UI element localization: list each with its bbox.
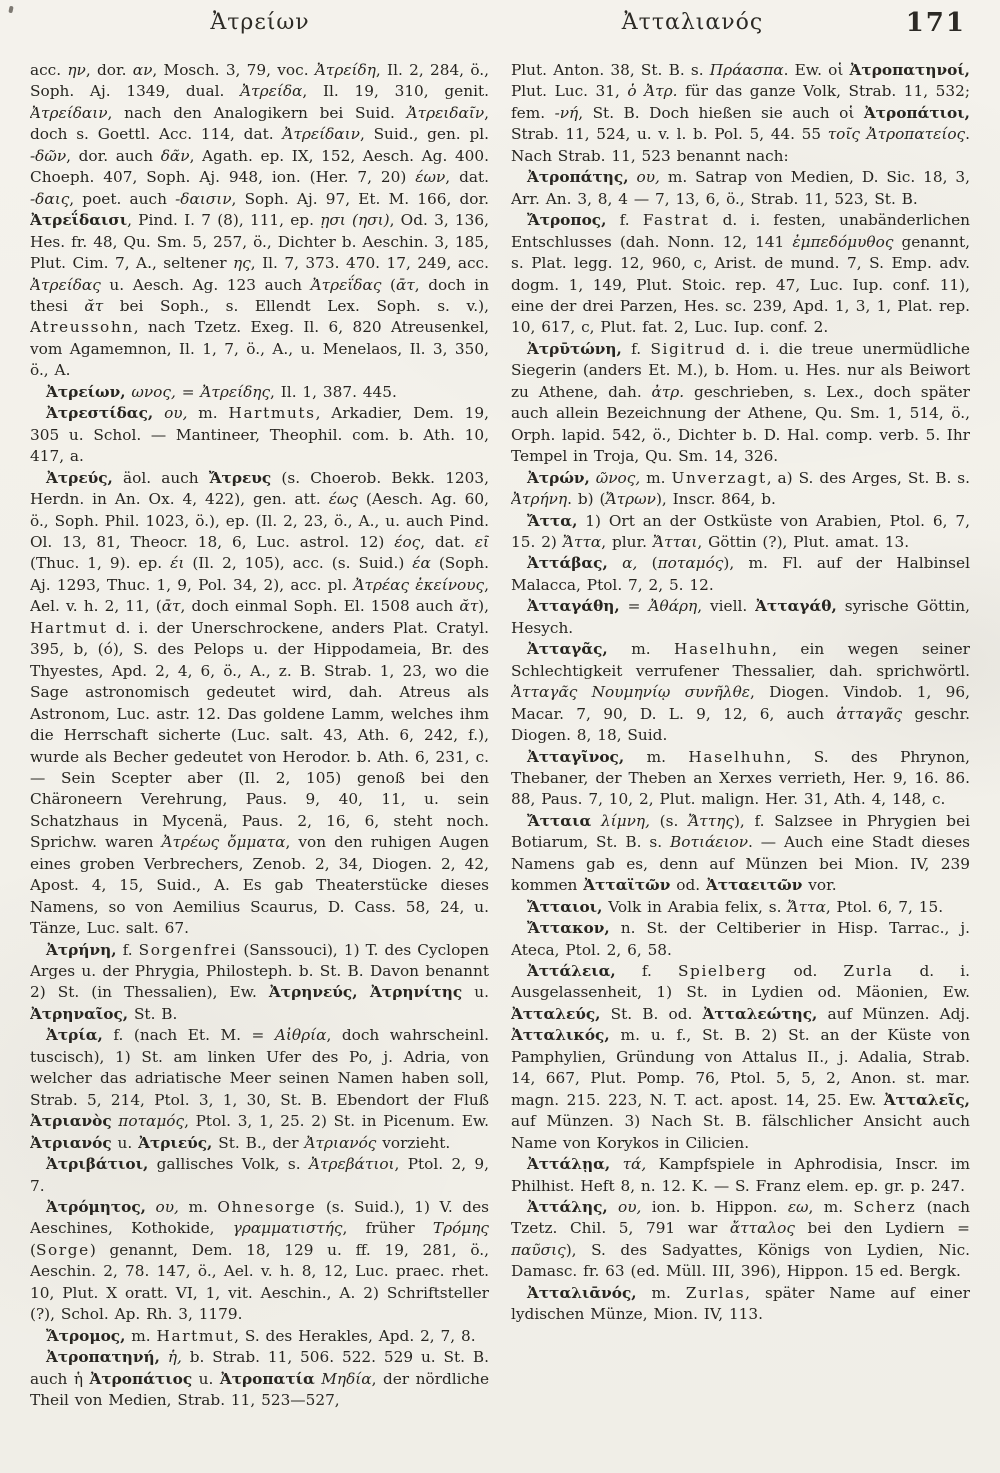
- dictionary-entry: Ἀττάβας, α, (ποταμός), m. Fl. auf der Halbinsel Malacca, Ptol. 7, 2, 5. 12.: [511, 554, 970, 594]
- dictionary-entry: Ἀτρεστίδας, ου, m. Hartmuts, Arkadier, Dem. 19, 305 u. Schol. — Mantineer, Theophil. com. b. Ath. 10, 417, a.: [30, 404, 489, 466]
- dictionary-entry: Ἀττάλης, ου, ion. b. Hippon. εω, m. Scherz (nach Tzetz. Chil. 5, 791 war ἄτταλος bei den Lydiern = παῦσις), S. des Sadyattes, Königs von Lydien, Nic. Damasc. fr. 63 (ed. Müll. III, 396), Hippon. 15 ed. Bergk.: [511, 1198, 970, 1281]
- page-number: 171: [905, 8, 966, 38]
- dictionary-entry: Ἀτρών, ῶνος, m. Unverzagt, a) S. des Arges, St. B. s. Ἀτρήνη. b) (Ἄτρων), Inscr. 864, b.: [511, 468, 970, 509]
- dictionary-entry: Ἀτροπάτης, ου, m. Satrap von Medien, D. Sic. 18, 3, Arr. An. 3, 8, 4 — 7, 13, 6, ö., Strab. 11, 523, St. B.: [511, 168, 970, 208]
- text-columns: [30, 60, 970, 1460]
- entry-continuation: Plut. Anton. 38, St. B. s. Πράασπα. Ew. οἱ Ἀτροπατηνοί, Plut. Luc. 31, ὁ Ἀτρ. für das ganze Volk, Strab. 11, 532; fem. -νή, St. B. Doch hießen sie auch οἱ Ἀτροπάτιοι, Strab. 11, 524, u. v. l. b. Pol. 5, 44. 55 τοῖς Ἀτροπατείος. Nach Strab. 11, 523 benannt nach:: [511, 61, 970, 165]
- entry-continuation: acc. ην, dor. αν, Mosch. 3, 79, voc. Ἀτρείδη, Il. 2, 284, ö., Soph. Aj. 1349, dual. Ἀτρείδα, Il. 19, 310, genit. Ἀτρείδαιν, nach den Analogikern bei Suid. Ἀτρειδαῖν, doch s. Goettl. Acc. 114, dat. Ἀτρείδαιν, Suid., gen. pl. -δῶν, dor. auch δᾶν, Agath. ep. IX, 152, Aesch. Ag. 400. Choeph. 407, Soph. Aj. 948, ion. (Her. 7, 20) έων, dat. -δαις, poet. auch -δαισιν, Soph. Aj. 97, Et. M. 166, dor. Ἀτρεΐδαισι, Pind. I. 7 (8), 111, ep. ῃσι (ησι), Od. 3, 136, Hes. fr. 48, Qu. Sm. 5, 257, ö., Dichter b. Aeschin. 3, 185, Plut. Cim. 7, A., seltener ης, Il. 7, 373. 470. 17, 249, acc. Ἀτρείδας u. Aesch. Ag. 123 auch Ἀτρεΐδας (ᾱτ, doch in thesi ᾰτ bei Soph., s. Ellendt Lex. Soph. s. v.), Atreussohn, nach Tzetz. Exeg. Il. 6, 820 Atreusenkel, vom Agamemnon, Il. 1, 7, ö., A., u. Menelaos, Il. 3, 350, ö., A.: [30, 61, 489, 380]
- dictionary-entry: Ἀτρήνη, f. Sorgenfrei (Sanssouci), 1) T. des Cyclopen Arges u. der Phrygia, Philosteph. b. St. B. Davon benannt 2) St. (in Thessalien), Ew. Ἀτρηνεύς, Ἀτρηνίτης u. Ἀτρηναῖος, St. B.: [30, 940, 489, 1023]
- dictionary-entry: Ἄτροπος, f. Fastrat d. i. festen, unabänderlichen Entschlusses (dah. Nonn. 12, 141 ἐμπεδόμυθος genannt, s. Plat. legg. 12, 960, c, Arist. de mund. 7, S. Emp. adv. dogm. 1, 149, Plut. Stoic. rep. 47, Luc. Iup. conf. 11), eine der drei Parzen, Hes. sc. 239, Apd. 1, 3, 1, Plat. rep. 10, 617, c, Plut. fat. 2, Luc. Iup. conf. 2.: [511, 211, 970, 337]
- column-left: [30, 60, 489, 1460]
- dictionary-entry: Ἀτταλιᾱνός, m. Zurlas, später Name auf einer lydischen Münze, Mion. IV, 113.: [511, 1283, 970, 1324]
- dictionary-entry: Ἀτρία, f. (nach Et. M. = Αἰθρία, doch wahrscheinl. tuscisch), 1) St. am linken Ufer des Po, j. Adria, von welcher das adriatische Meer seinen Namen haben soll, Strab. 5, 214, Ptol. 3, 1, 30, St. B. Ebendort der Fluß Ἀτριανὸς ποταμός, Ptol. 3, 1, 25. 2) St. in Picenum. Ew. Ἀτριανός u. Ἀτριεύς, St. B., der Ἀτριανός vorzieht.: [30, 1026, 489, 1152]
- dictionary-entry: Ἀτρόμητος, ου, m. Ohnesorge (s. Suid.), 1) V. des Aeschines, Kothokide, γραμματιστής, früher Τρόμης (Sorge) genannt, Dem. 18, 129 u. ff. 19, 281, ö., Aeschin. 2, 78. 147, ö., Ael. v. h. 8, 12, Luc. praec. rhet. 10, Plut. X oratt. VI, 1, vit. Aeschin., A. 2) Schriftsteller (?), Schol. Ap. Rh. 3, 1179.: [30, 1198, 489, 1324]
- dictionary-entry: Ἄτρομος, m. Hartmut, S. des Herakles, Apd. 2, 7, 8.: [46, 1326, 476, 1345]
- dictionary-entry: Ἄττακον, n. St. der Celtiberier in Hisp. Tarrac., j. Ateca, Ptol. 2, 6, 58.: [511, 919, 970, 959]
- dictionary-entry: Ἀτρῡτώνη, f. Sigitrud d. i. die treue unermüdliche Siegerin (anders Et. M.), b. Hom. u. Hes. nur als Beiwort zu Athene, dah. ἀτρ. geschrieben, s. Lex., doch später auch allein Bezeichnung der Athene, Qu. Sm. 1, 514, ö., Orph. lapid. 542, ö., Dichter b. D. Hal. comp. verb. 5. Ihr Tempel in Troja, Qu. Sm. 14, 326.: [511, 339, 970, 466]
- running-head: [0, 10, 1000, 52]
- dictionary-entry: Ἀτροπατηνή, ἡ, b. Strab. 11, 506. 522. 529 u. St. B. auch ἡ Ἀτροπάτιος u. Ἀτροπατία Μηδία, der nördliche Theil von Medien, Strab. 11, 523—527,: [30, 1348, 489, 1410]
- dictionary-entry: Ἀτρείων, ωνος, = Ἀτρείδης, Il. 1, 387. 445.: [46, 382, 397, 401]
- dictionary-entry: Ἀτταγᾶς, m. Haselhuhn, ein wegen seiner Schlechtigkeit verrufener Thessalier, dah. sprichwörtl. Ἀτταγᾶς Νουμηνίῳ συνῆλθε, Diogen. Vindob. 1, 96, Macar. 7, 90, D. L. 9, 12, 6, auch ἀτταγᾶς geschr. Diogen. 8, 18, Suid.: [511, 640, 970, 745]
- dictionary-entry: Ἀττάλῃα, τά, Kampfspiele in Aphrodisia, Inscr. im Philhist. Heft 8, n. 12. K. — S. Franz elem. ep. gr. p. 247.: [511, 1155, 970, 1195]
- dictionary-entry: Ἀττάλεια, f. Spielberg od. Zurla d. i. Ausgelassenheit, 1) St. in Lydien od. Mäonien, Ew. Ἀτταλεύς, St. B. od. Ἀτταλεώτης, auf Münzen. Adj. Ἀτταλικός, m. u. f., St. B. 2) St. an der Küste von Pamphylien, Gründung von Attalus II., j. Adalia, Strab. 14, 667, Plut. Pomp. 76, Ptol. 5, 5, 2, Anon. st. mar. magn. 215. 223, N. T. act. apost. 14, 25. Ew. Ἀτταλεῖς, auf Münzen. 3) Nach St. B. fälschlicher Ansicht auch Name von Korykos in Cilicien.: [511, 962, 970, 1152]
- dictionary-entry: Ἀτριβάτιοι, gallisches Volk, s. Ἀτρεβάτιοι, Ptol. 2, 9, 7.: [30, 1155, 489, 1195]
- column-right: [511, 60, 970, 1460]
- dictionary-entry: Ἀτταγῖνος, m. Haselhuhn, S. des Phrynon, Thebaner, der Theben an Xerxes verrieth, Her. 9, 16. 86. 88, Paus. 7, 10, 2, Plut. malign. Her. 31, Ath. 4, 148, c.: [511, 747, 970, 809]
- dictionary-entry: Ἀτρεύς, äol. auch Ἄτρευς (s. Choerob. Bekk. 1203, Herdn. in An. Ox. 4, 422), gen. att. έως (Aesch. Ag. 60, ö., Soph. Phil. 1023, ö.), ep. (Il. 2, 23, ö., A., u. auch Pind. Ol. 13, 81, Theocr. 18, 6, Luc. astrol. 12) έος, dat. εῖ (Thuc. 1, 9). ep. έι (Il. 2, 105), acc. (s. Suid.) έα (Soph. Aj. 1293, Thuc. 1, 9, Pol. 34, 2), acc. pl. Ἀτρέας ἐκείνους, Ael. v. h. 2, 11, (ᾱτ, doch einmal Soph. El. 1508 auch ᾰτ), Hartmut d. i. der Unerschrockene, anders Plat. Cratyl. 395, b, (ό), S. des Pelops u. der Hippodameia, Br. des Thyestes, Apd. 2, 4, 6, ö., A., z. B. Strab. 1, 23, wo die Sage astronomisch gedeutet wird, dah. Atreus als Astronom, Luc. astr. 12. Das goldene Lamm, welches ihm die Herrschaft sicherte (Luc. salt. 43, Ath. 6, 242, f.), wurde als Becher gedeutet von Herodor. b. Ath. 6, 231, c. — Sein Scepter aber (Il. 2, 105) genoß bei den Chäroneern Verehrung, Paus. 9, 40, 11, u. sein Schatzhaus in Mycenä, Paus. 2, 16, 6, steht noch. Sprichw. waren Ἀτρέως ὄμματα, von den ruhigen Augen eines groben Verbrechers, Zenob. 2, 34, Diogen. 2, 42, Apost. 4, 15, Suid., A. Es gab Theaterstücke dieses Namens, so von Aemilius Scaurus, D. Cass. 58, 24, u. Tänze, Luc. salt. 67.: [30, 468, 489, 938]
- dictionary-entry: Ἄττα, 1) Ort an der Ostküste von Arabien, Ptol. 6, 7, 15. 2) Ἄττα, plur. Ἄτται, Göttin (?), Plut. amat. 13.: [511, 511, 970, 551]
- running-head-left-keyword: Ἀτρείων: [210, 10, 310, 35]
- running-head-right-keyword: Ἀτταλιανός: [621, 10, 764, 35]
- dictionary-entry: Ἄτταιοι, Volk in Arabia felix, s. Ἄττα, Ptol. 6, 7, 15.: [527, 897, 944, 916]
- dictionary-entry: Ἄτταια λίμνη, (s. Ἄττης), f. Salzsee in Phrygien bei Botiarum, St. B. s. Βοτιάειον. — Auch eine Stadt dieses Namens gab es, denn auf Münzen bei Mion. IV, 239 kommen Ἀτταϊτῶν od. Ἀτταειτῶν vor.: [511, 811, 970, 895]
- dictionary-entry: Ἀτταγάθη, = Ἀθάρη, viell. Ἀτταγάθ, syrische Göttin, Hesych.: [511, 597, 970, 637]
